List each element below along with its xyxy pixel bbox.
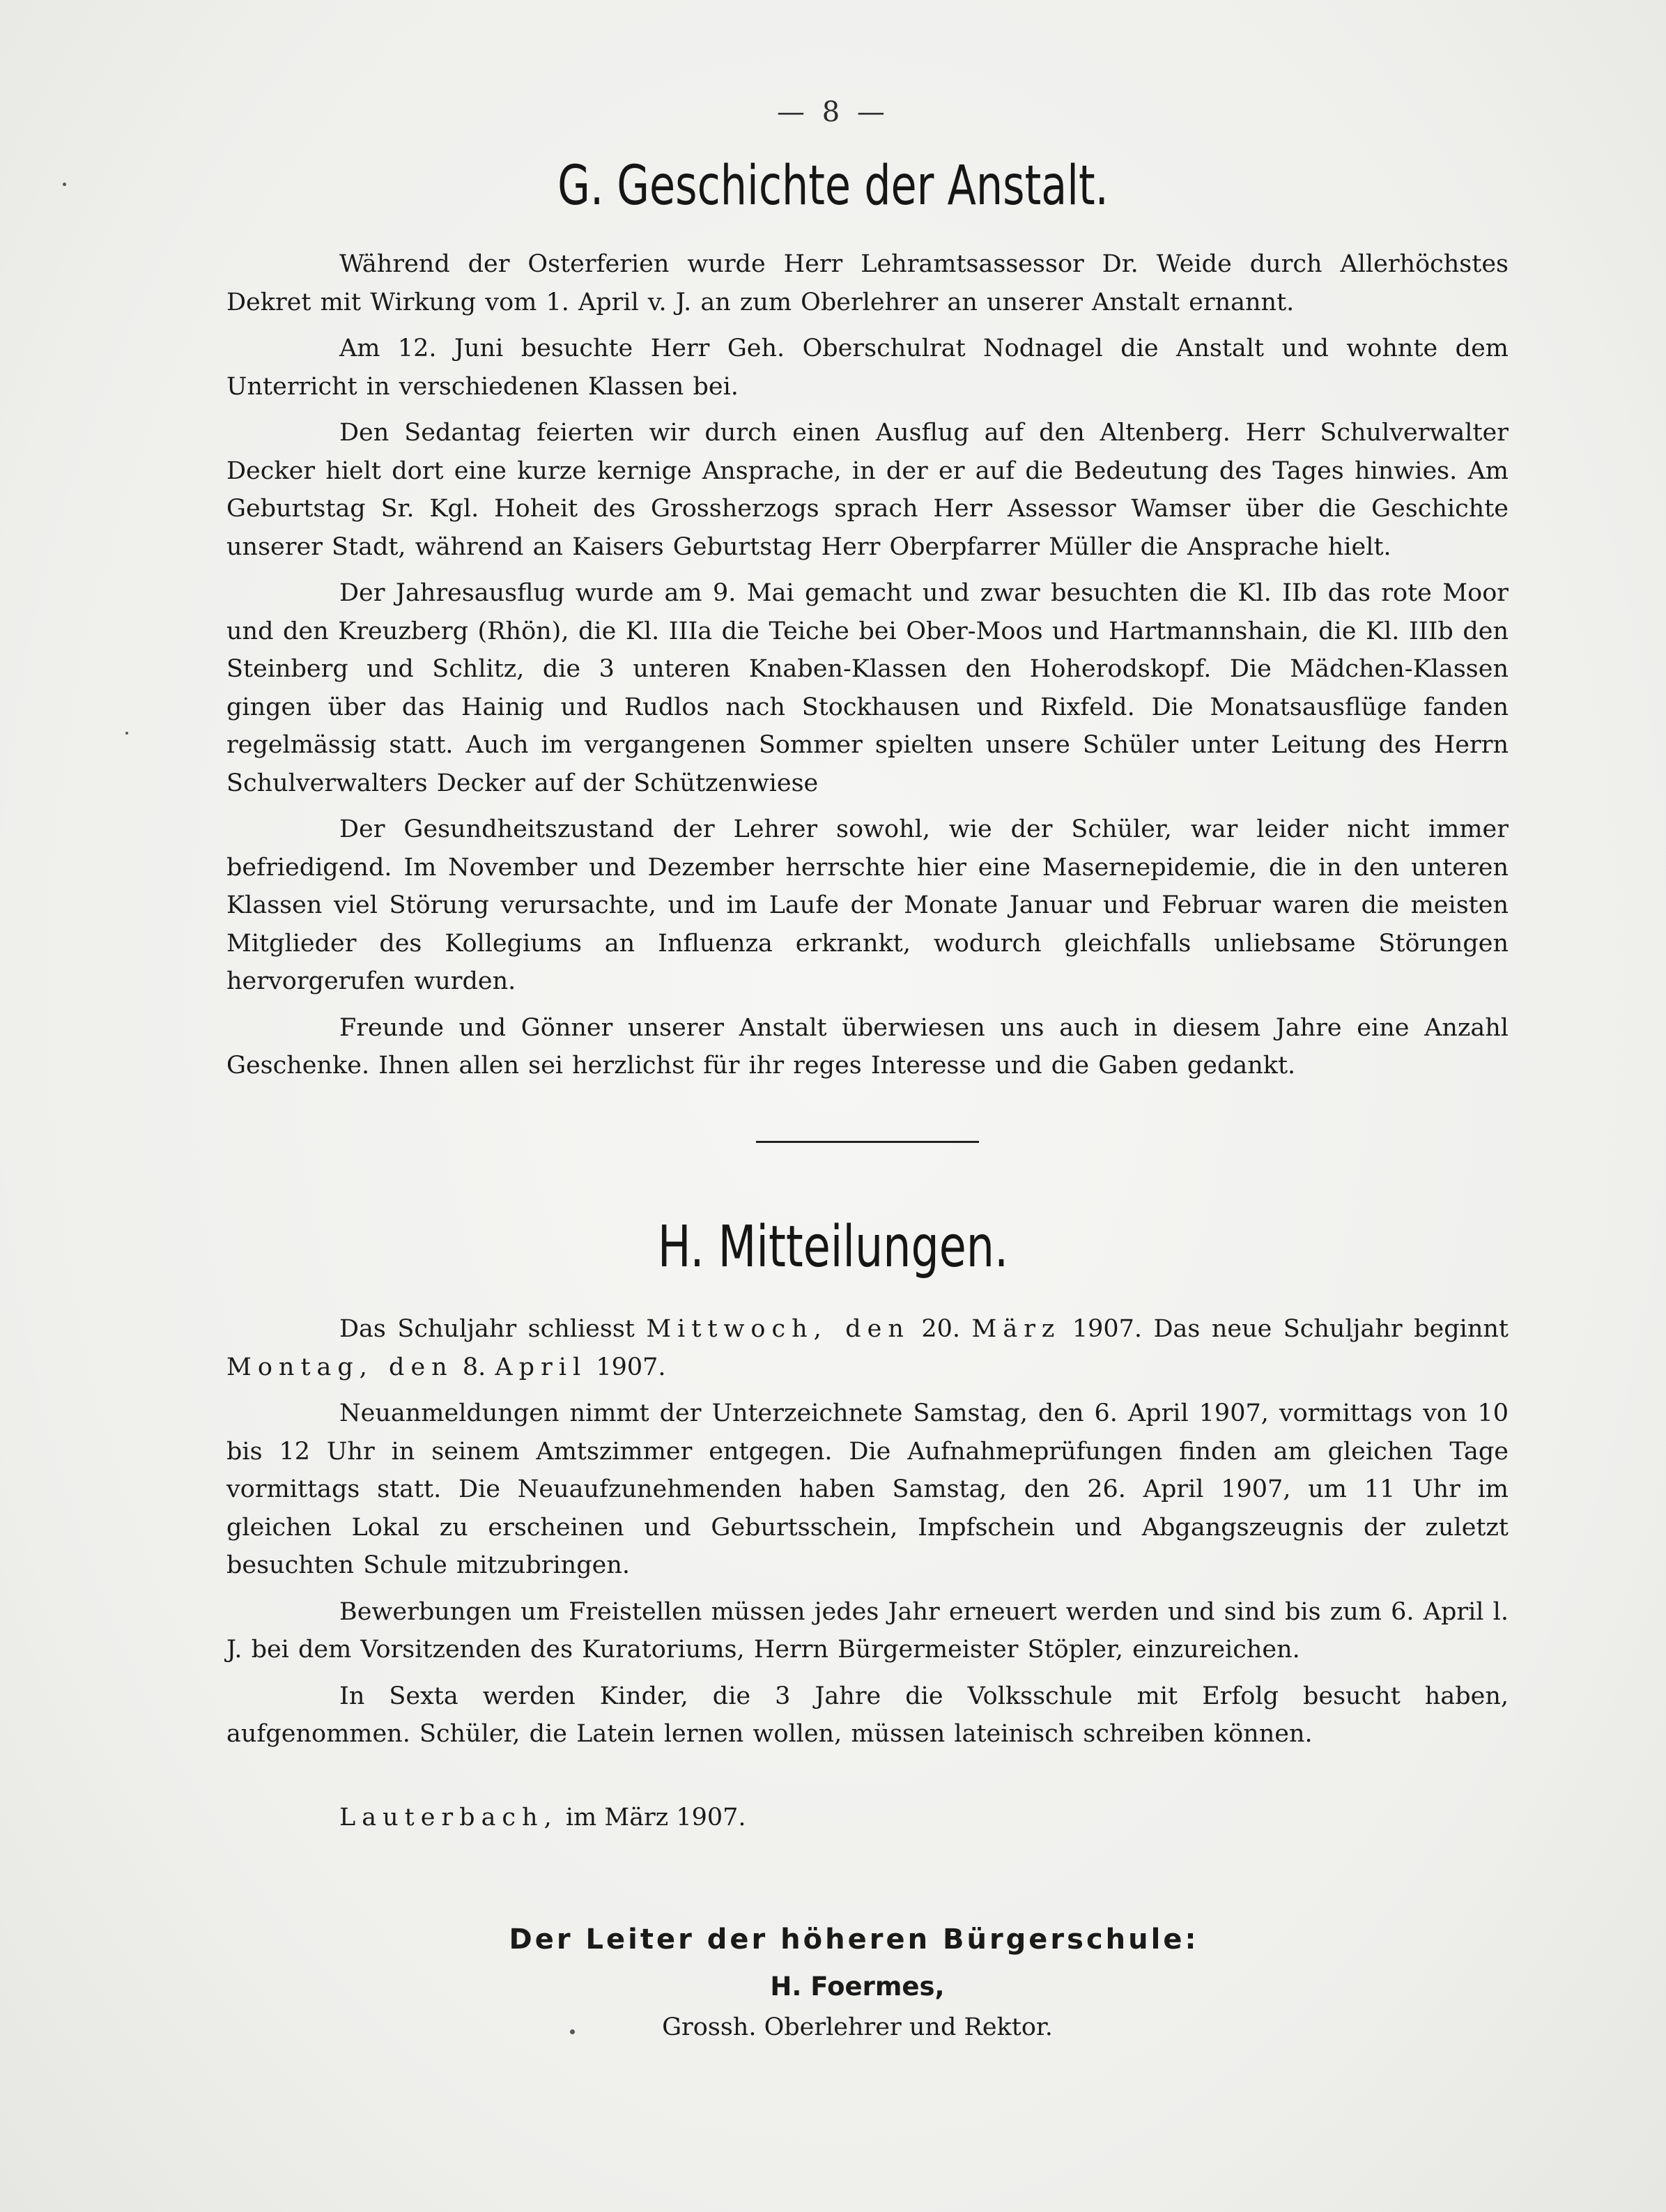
signature-name: H. Foermes, (770, 1972, 945, 2002)
paragraph: Während der Osterferien wurde Herr Lehramtsassessor Dr. Weide durch Allerhöchstes Dekret mit Wirkung vom 1. April v. J. an zum Oberlehrer an unserer Anstalt ernannt. (226, 250, 1509, 316)
text-run: Das Schuljahr schliesst (339, 1315, 635, 1343)
spaced-text: Mittwoch, den (646, 1315, 910, 1343)
text-run: 1907. Das neue Schuljahr beginnt (1072, 1315, 1509, 1343)
closing-place-date (339, 1804, 746, 1831)
spaced-text: Montag, den (226, 1353, 454, 1381)
signature-title: Der Leiter der höheren Bürgerschule: (509, 1923, 1199, 1956)
section-h-title: H. Mitteilungen. (657, 1214, 1009, 1280)
section-divider (756, 1141, 979, 1143)
section-h-body (226, 1310, 1509, 1762)
closing-place: Lauterbach, (339, 1804, 558, 1831)
spaced-text: April (495, 1353, 587, 1381)
paragraph: Der Gesundheitszustand der Lehrer sowohl, wie der Schüler, war leider nicht immer befriedigend. Im November und Dezember herrschte hier eine Masernepidemie, die in den unteren Klassen viel Störung verursachte, und im Laufe der Monate Januar und Februar waren die meisten Mitglieder des Kollegiums an Influenza erkrankt, wodurch gleichfalls unliebsame Störungen hervorgerufen wurden. (226, 815, 1509, 995)
page-number: — 8 — (777, 96, 889, 128)
ink-speck (63, 183, 66, 186)
text-run: 8. (462, 1353, 486, 1381)
ink-speck (570, 2029, 575, 2034)
ink-speck (125, 732, 128, 735)
paragraph: Den Sedantag feierten wir durch einen Ausflug auf den Altenberg. Herr Schulverwalter Decker hielt dort eine kurze kernige Ansprache, in der er auf die Bedeutung des Tages hinwies. Am Geburtstag Sr. Kgl. Hoheit des Grossherzogs sprach Herr Assessor Wamser über die Geschichte unserer Stadt, während an Kaisers Geburtstag Herr Oberpfarrer Müller die Ansprache hielt. (226, 419, 1509, 561)
paragraph: Neuanmeldungen nimmt der Unterzeichnete Samstag, den 6. April 1907, vormittags von 10 bis 12 Uhr in seinem Amtszimmer entgegen. Die Aufnahmeprüfungen finden am gleichen Tage vormittags statt. Die Neuaufzunehmenden haben Samstag, den 26. April 1907, um 11 Uhr im gleichen Lokal zu erscheinen und Geburtsschein, Impfschein und Abgangszeugnis der zuletzt besuchten Schule mitzubringen. (226, 1399, 1509, 1579)
spaced-text: März (971, 1315, 1061, 1343)
paragraph: Bewerbungen um Freistellen müssen jedes Jahr erneuert werden und sind bis zum 6. April l. J. bei dem Vorsitzenden des Kuratoriums, Herrn Bürgermeister Stöpler, einzureichen. (226, 1597, 1509, 1664)
paragraph: Freunde und Gönner unserer Anstalt überwiesen uns auch in diesem Jahre eine Anzahl Geschenke. Ihnen allen sei herzlichst für ihr reges Interesse und die Gaben gedankt. (226, 1013, 1509, 1080)
closing-date: im März 1907. (565, 1804, 746, 1831)
paragraph: Am 12. Juni besuchte Herr Geh. Oberschulrat Nodnagel die Anstalt und wohnte dem Unterricht in verschiedenen Klassen bei. (226, 335, 1509, 401)
signature-role: Grossh. Oberlehrer und Rektor. (662, 2013, 1053, 2041)
text-run: 1907. (596, 1353, 666, 1381)
paragraph: In Sexta werden Kinder, die 3 Jahre die Volksschule mit Erfolg besucht haben, aufgenommen. Schüler, die Latein lernen wollen, müssen lateinisch schreiben können. (226, 1682, 1509, 1748)
paragraph: Der Jahresausflug wurde am 9. Mai gemacht und zwar besuchten die Kl. IIb das rote Moor und den Kreuzberg (Rhön), die Kl. IIIa die Teiche bei Ober-Moos und Hartmannshain, die Kl. IIIb den Steinberg und Schlitz, die 3 unteren Knaben-Klassen den Hoherodskopf. Die Mädchen-Klassen gingen über das Hainig und Rudlos nach Stockhausen und Rixfeld. Die Monatsausflüge fanden regelmässig statt. Auch im vergangenen Sommer spielten unsere Schüler unter Leitung des Herrn Schulverwalters Decker auf der Schützenwiese (226, 579, 1509, 797)
text-run: 20. (921, 1315, 961, 1343)
paragraph (226, 1310, 1509, 1386)
section-g-title: G. Geschichte der Anstalt. (557, 155, 1109, 217)
section-g-body (226, 245, 1509, 1093)
